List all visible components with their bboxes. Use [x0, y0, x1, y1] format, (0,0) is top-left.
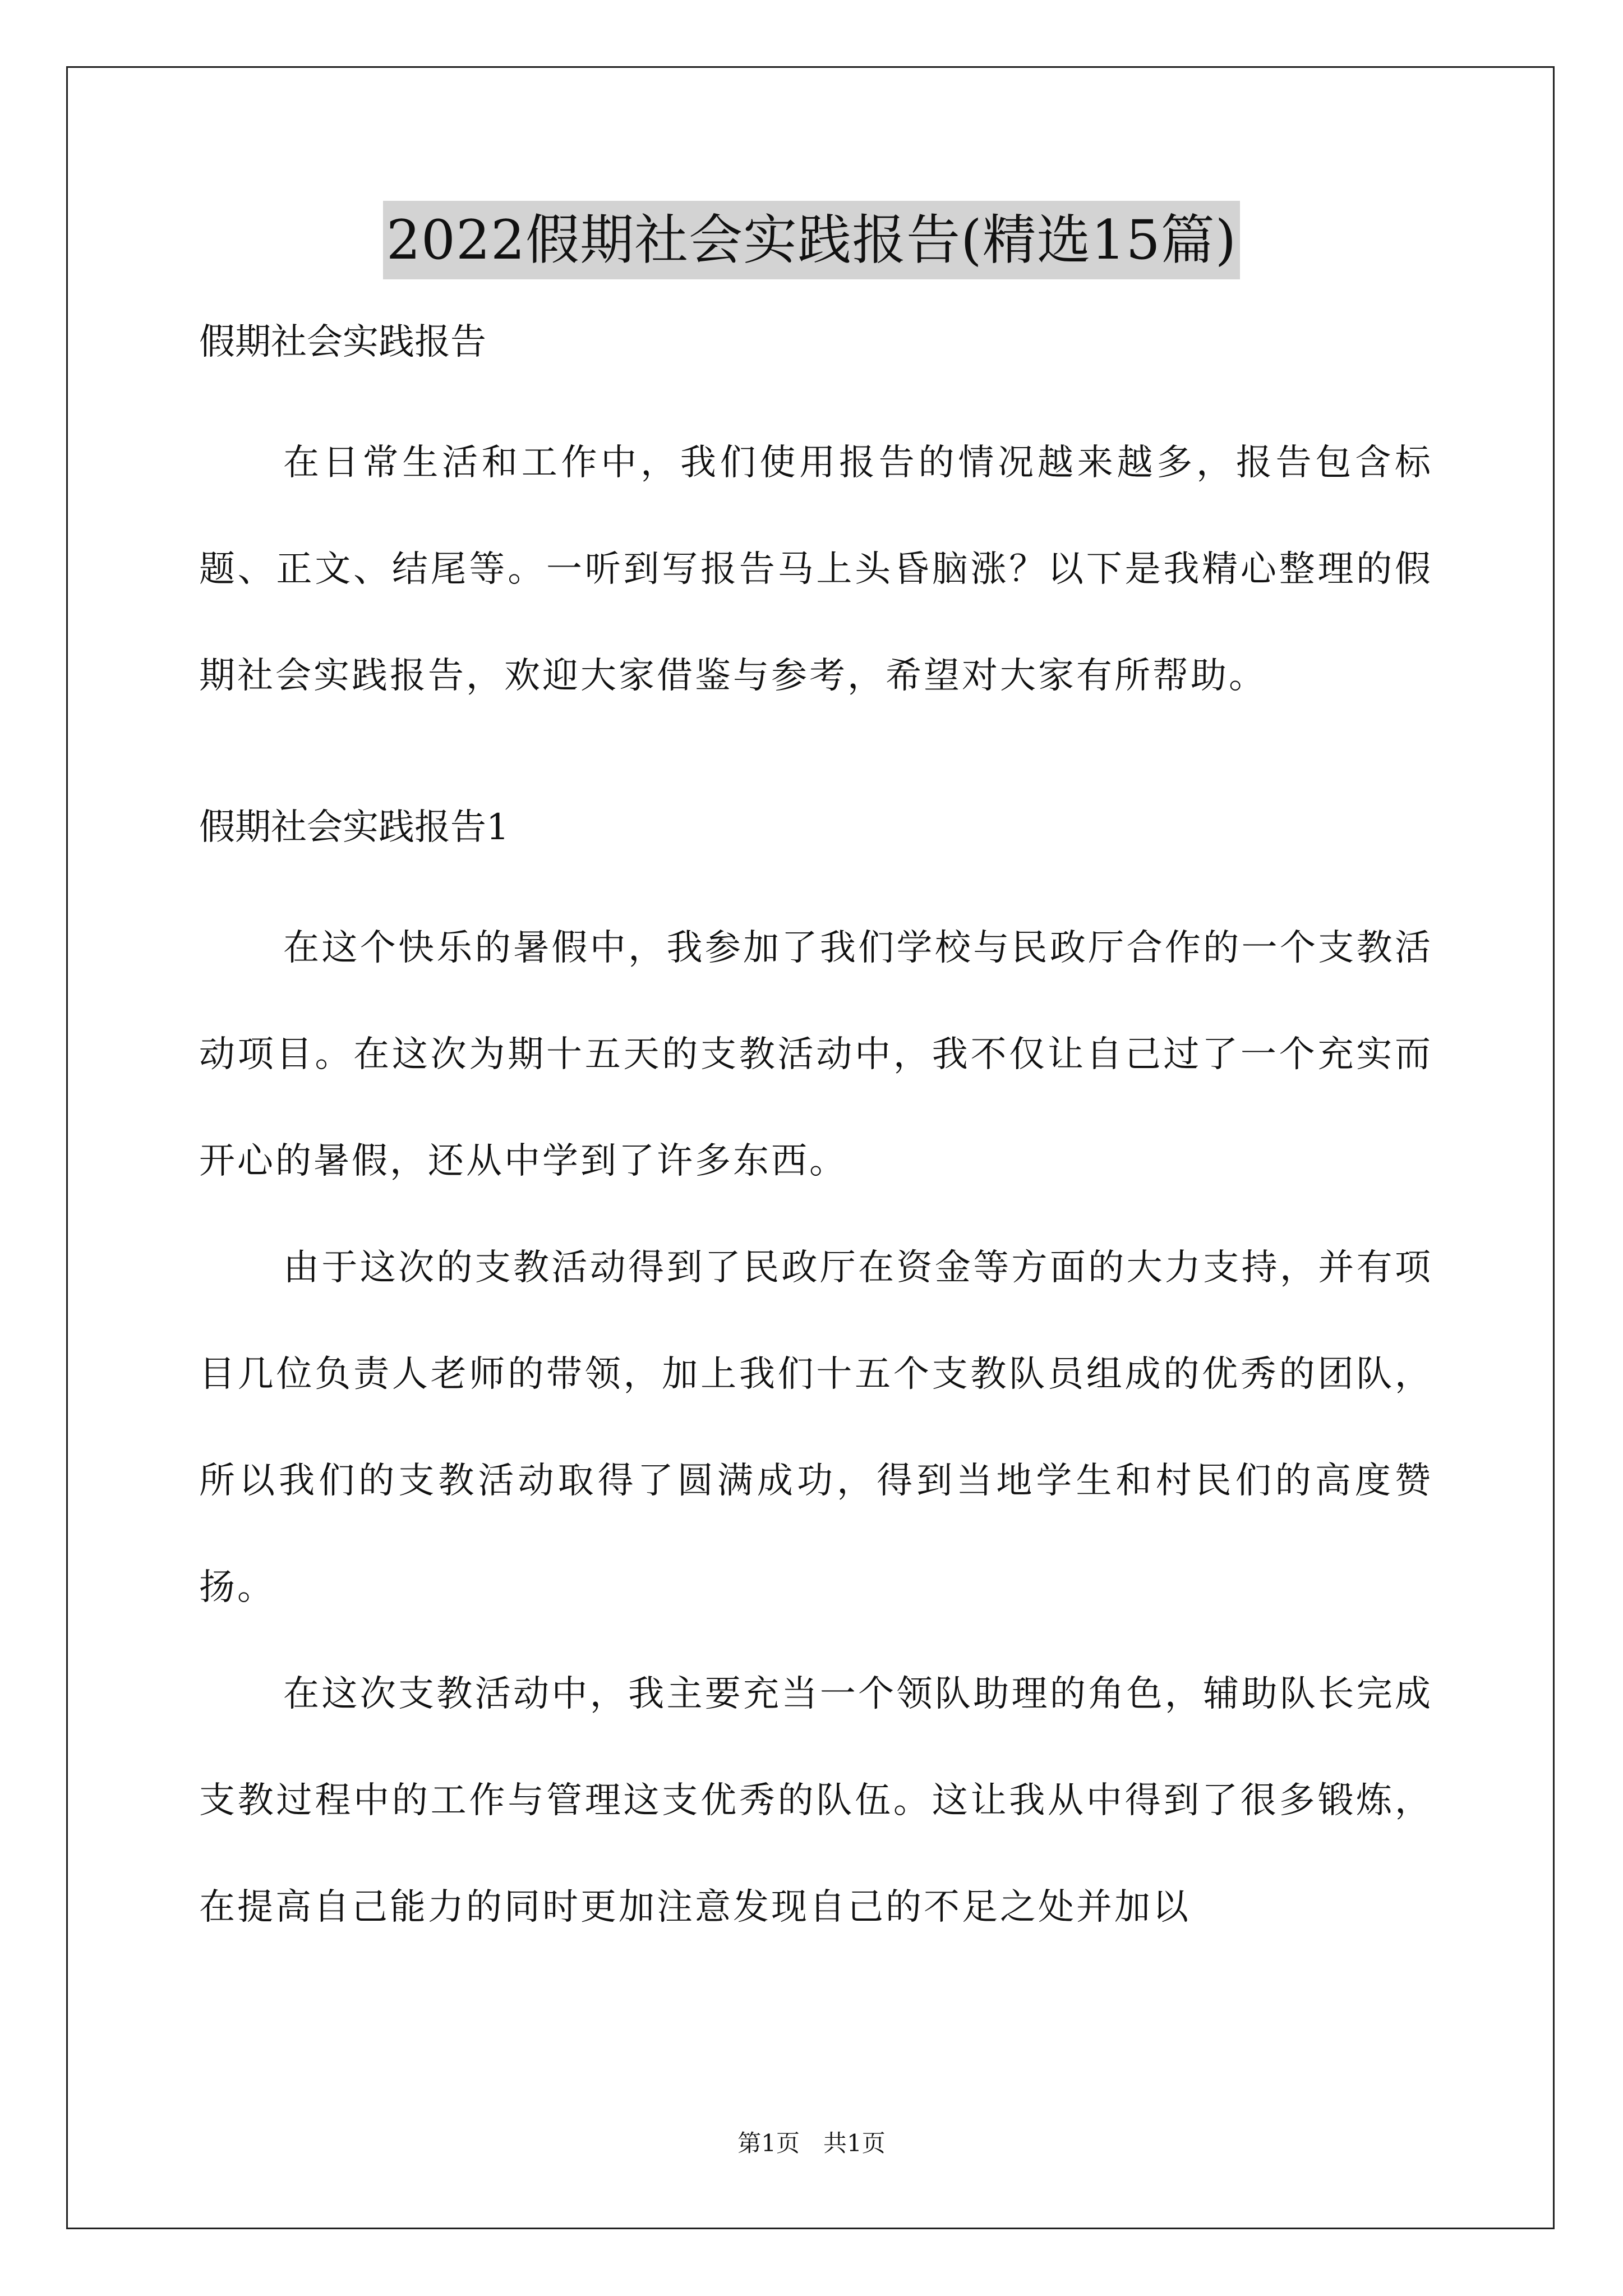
page-footer: 第1页 共1页 — [737, 2129, 886, 2157]
title-container — [0, 201, 1623, 279]
document-body — [199, 317, 1433, 1961]
body-paragraph: 在这次支教活动中，我主要充当一个领队助理的角色，辅助队长完成支教过程中的工作与管理这支优秀的队伍。这让我从中得到了很多锻炼，在提高自己能力的同时更加注意发现自己的不足之处并加以 — [199, 1673, 1433, 1928]
document-title: 2022假期社会实践报告(精选15篇) — [383, 201, 1240, 279]
body-paragraph: 由于这次的支教活动得到了民政厅在资金等方面的大力支持，并有项目几位负责人老师的带领，加上我们十五个支教队员组成的优秀的团队，所以我们的支教活动取得了圆满成功，得到当地学生和村民们的高度赞扬。 — [199, 1247, 1433, 1608]
section-heading: 假期社会实践报告1 — [199, 807, 509, 848]
intro-paragraph: 在日常生活和工作中，我们使用报告的情况越来越多，报告包含标题、正文、结尾等。一听到写报告马上头昏脑涨？以下是我精心整理的假期社会实践报告，欢迎大家借鉴与参考，希望对大家有所帮助。 — [199, 442, 1433, 697]
body-paragraph: 在这个快乐的暑假中，我参加了我们学校与民政厅合作的一个支教活动项目。在这次为期十五天的支教活动中，我不仅让自己过了一个充实而开心的暑假，还从中学到了许多东西。 — [199, 927, 1433, 1182]
intro-heading: 假期社会实践报告 — [199, 321, 486, 363]
